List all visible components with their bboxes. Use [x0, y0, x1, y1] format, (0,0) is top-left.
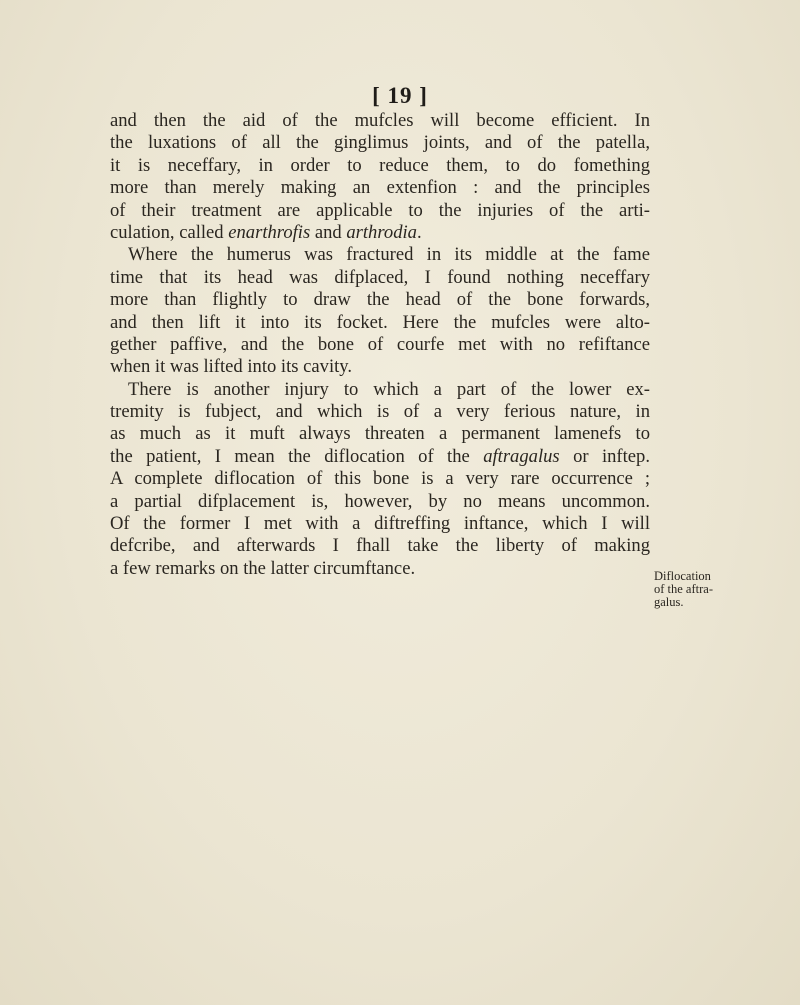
text-line — [110, 222, 650, 244]
text-run: and — [310, 221, 347, 243]
text-line: a partial difplacement is, however, by no means uncommon. — [110, 490, 650, 512]
text-line: it is neceffary, in order to reduce them, to do fomething — [110, 154, 650, 176]
marginal-note-line: of the aftra- — [654, 582, 713, 596]
italic-term: enarthrofis — [228, 221, 311, 243]
text-run: the patient, I mean the diflocation of the — [110, 445, 484, 467]
text-line: as much as it muft always threaten a permanent lamenefs to — [110, 423, 650, 445]
text-line: a few remarks on the latter circumftance. — [110, 557, 416, 579]
text-line: gether paffive, and the bone of courfe met with no refiftance — [110, 333, 650, 355]
text-line: time that its head was difplaced, I found nothing neceffary — [110, 266, 650, 288]
marginal-note — [654, 570, 714, 609]
text-line — [110, 446, 650, 468]
text-line: more than merely making an extenfion : and the principles — [110, 177, 650, 199]
body-text — [110, 110, 650, 580]
text-line: the luxations of all the ginglimus joints, and of the patella, — [110, 132, 650, 154]
text-line: Where the humerus was fractured in its middle at the fame — [128, 244, 650, 266]
text-line: and then the aid of the mufcles will become efficient. In — [110, 110, 650, 131]
text-run: . — [416, 221, 422, 243]
italic-term: arthrodia — [346, 221, 417, 243]
text-line: and then lift it into its focket. Here the mufcles were alto- — [110, 311, 650, 333]
text-line: defcribe, and afterwards I fhall take the liberty of making — [110, 535, 650, 557]
text-line: A complete diflocation of this bone is a very rare occurrence ; — [110, 468, 650, 490]
italic-term: aftragalus — [483, 445, 560, 467]
text-line: tremity is fubject, and which is of a very ferious nature, in — [110, 401, 650, 423]
text-line: There is another injury to which a part of the lower ex- — [128, 378, 650, 400]
text-run: culation, called — [110, 221, 229, 243]
page-number: [ 19 ] — [372, 83, 428, 108]
text-run: or inftep. — [559, 445, 650, 467]
text-line: of their treatment are applicable to the injuries of the arti- — [110, 199, 650, 221]
marginal-note-line: galus. — [654, 595, 684, 609]
text-line: Of the former I met with a diftreffing inftance, which I will — [110, 513, 650, 535]
text-line: when it was lifted into its cavity. — [110, 356, 353, 378]
text-line: more than flightly to draw the head of the bone forwards, — [110, 289, 650, 311]
marginal-note-line: Diflocation — [654, 569, 711, 583]
